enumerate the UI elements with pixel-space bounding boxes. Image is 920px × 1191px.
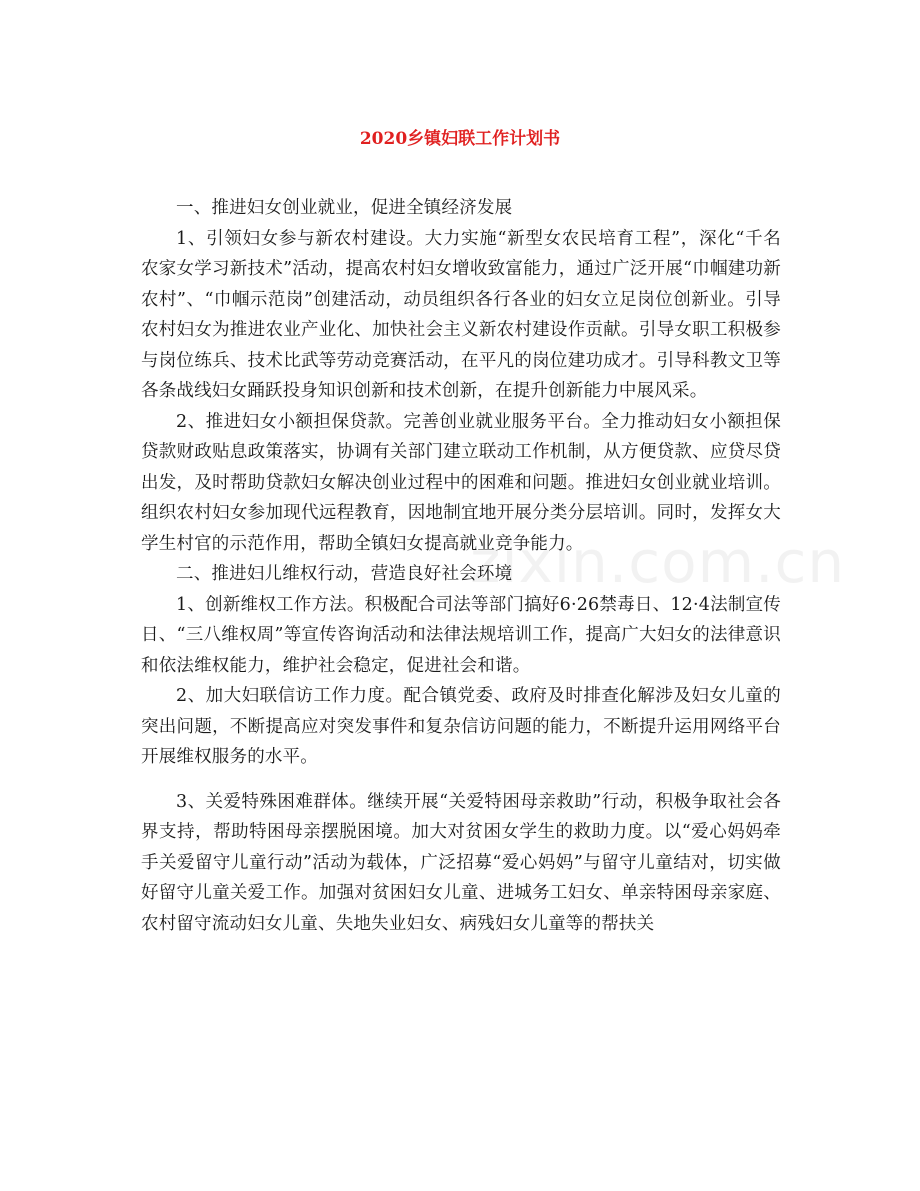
watermark-text: zixin.com.cn (470, 528, 846, 596)
document-body (141, 193, 781, 939)
section-heading-2: 二、推进妇儿维权行动，营造良好社会环境 (176, 564, 513, 584)
paragraph: 3、关爱特殊困难群体。继续开展“关爱特困母亲救助”行动，积极争取社会各界支持，帮助特困母亲摆脱困境。加大对贫困女学生的救助力度。以“爱心妈妈牵手关爱留守儿童行动”活动为载体，广泛招募“爱心妈妈”与留守儿童结对，切实做好留守儿童关爱工作。加强对贫困妇女儿童、进城务工妇女、单亲特困母亲家庭、农村留守流动妇女儿童、失地失业妇女、病残妇女儿童等的帮扶关 (141, 791, 781, 934)
document-title: 2020乡镇妇联工作计划书 (359, 129, 561, 149)
paragraph: 2、加大妇联信访工作力度。配合镇党委、政府及时排查化解涉及妇女儿童的突出问题，不断提高应对突发事件和复杂信访问题的能力，不断提升运用网络平台开展维权服务的水平。 (141, 686, 781, 767)
section-heading-1: 一、推进妇女创业就业，促进全镇经济发展 (176, 198, 513, 218)
paragraph: 1、创新维权工作方法。积极配合司法等部门搞好6·26禁毒日、12·4法制宣传日、“三八维权周”等宣传咨询活动和法律法规培训工作，提高广大妇女的法律意识和依法维权能力，维护社会稳定，促进社会和谐。 (141, 594, 781, 676)
paragraph: 1、引领妇女参与新农村建设。大力实施“新型女农民培育工程”，深化“千名农家女学习新技术”活动，提高农村妇女增收致富能力，通过广泛开展“巾帼建功新农村”、“巾帼示范岗”创建活动，动员组织各行各业的妇女立足岗位创新业。引导农村妇女为推进农业产业化、加快社会主义新农村建设作贡献。引导女职工积极参与岗位练兵、技术比武等劳动竞赛活动，在平凡的岗位建功成才。引导科教文卫等各条战线妇女踊跃投身知识创新和技术创新，在提升创新能力中展风采。 (141, 228, 781, 401)
paragraph: 2、推进妇女小额担保贷款。完善创业就业服务平台。全力推动妇女小额担保贷款财政贴息政策落实，协调有关部门建立联动工作机制，从方便贷款、应贷尽贷出发，及时帮助贷款妇女解决创业过程中的困难和问题。推进妇女创业就业培训。组织农村妇女参加现代远程教育，因地制宜地开展分类分层培训。同时，发挥女大学生村官的示范作用，帮助全镇妇女提高就业竞争能力。 (141, 411, 781, 554)
